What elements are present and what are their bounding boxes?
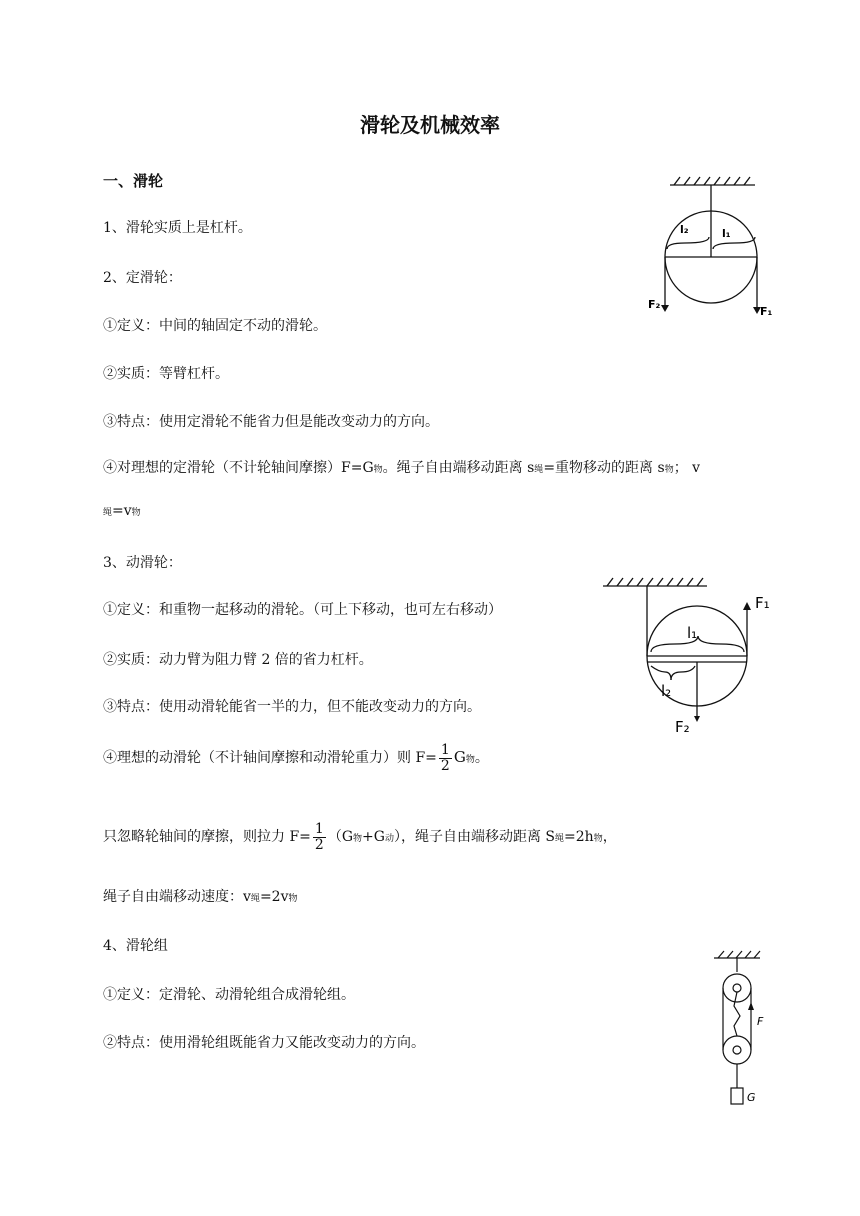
text-segment: （G <box>327 829 354 845</box>
denominator: 2 <box>314 836 324 853</box>
friction-formula-line <box>103 818 617 858</box>
text-segment: =2v <box>259 889 289 905</box>
page-title: 滑轮及机械效率 <box>360 113 500 137</box>
subscript: 物 <box>353 834 363 844</box>
text-segment: ； v <box>673 460 701 476</box>
label-f1: F₁ <box>760 305 773 318</box>
label-l1: l₁ <box>722 227 731 240</box>
subscript: 绳 <box>103 508 113 518</box>
rope-speed-line <box>103 888 298 908</box>
text-segment: 只忽略轮轴间的摩擦，则拉力 F= <box>103 829 311 845</box>
paragraph-pulley-essence: 1、滑轮实质上是杠杆。 <box>103 220 252 236</box>
text-segment: =重物移动的距离 s <box>543 460 665 476</box>
text-segment: ， <box>602 829 617 845</box>
fixed-pulley-diagram <box>640 175 780 320</box>
label-f1: F₁ <box>755 594 770 612</box>
text-segment: 绳子自由端移动速度：v <box>103 889 251 905</box>
movable-pulley-definition: ①定义：和重物一起移动的滑轮。（可上下移动，也可左右移动） <box>103 602 502 618</box>
subscript: 物 <box>288 894 298 904</box>
heading-pulley-group: 4、滑轮组 <box>103 938 168 954</box>
text-segment: ），绳子自由端移动距离 S <box>393 829 556 845</box>
label-f2: F₂ <box>675 718 690 736</box>
fixed-pulley-definition: ①定义：中间的轴固定不动的滑轮。 <box>103 318 327 334</box>
subscript: 绳 <box>250 894 260 904</box>
movable-pulley-essence: ②实质：动力臂为阻力臂 2 倍的省力杠杆。 <box>103 652 373 668</box>
pulley-group-diagram <box>700 948 780 1113</box>
subscript: 绳 <box>534 465 544 475</box>
text-segment: 。绳子自由端移动距离 s <box>382 460 535 476</box>
text-segment: =v <box>112 503 132 519</box>
denominator: 2 <box>440 757 450 774</box>
label-l2: l₂ <box>680 223 689 236</box>
fraction-one-half <box>439 743 452 774</box>
label-f: F <box>757 1015 764 1028</box>
section-heading-pulley: 一、滑轮 <box>103 172 164 190</box>
text-segment: ④理想的动滑轮（不计轴间摩擦和动滑轮重力）则 F= <box>103 750 437 766</box>
subscript: 物 <box>373 465 383 475</box>
movable-pulley-feature: ③特点：使用动滑轮能省一半的力，但不能改变动力的方向。 <box>103 699 481 715</box>
heading-fixed-pulley: 2、定滑轮： <box>103 270 182 286</box>
subscript: 动 <box>384 834 394 844</box>
numerator: 1 <box>440 741 450 758</box>
label-g: G <box>747 1091 756 1104</box>
subscript: 物 <box>131 508 141 518</box>
text-segment: =2h <box>564 829 594 845</box>
subscript: 物 <box>593 834 603 844</box>
text-segment: 。 <box>474 750 489 766</box>
text-segment: +G <box>362 829 385 845</box>
heading-movable-pulley: 3、动滑轮： <box>103 555 182 571</box>
subscript: 物 <box>465 755 475 765</box>
movable-pulley-diagram <box>595 568 785 738</box>
label-l1: l₁ <box>687 624 698 642</box>
subscript: 物 <box>664 465 674 475</box>
label-f2: F₂ <box>648 298 661 311</box>
subscript: 绳 <box>555 834 565 844</box>
text-segment: G <box>453 748 466 766</box>
pulley-group-feature: ②特点：使用滑轮组既能省力又能改变动力的方向。 <box>103 1035 425 1051</box>
text-segment: ④对理想的定滑轮（不计轮轴间摩擦）F=G <box>103 460 374 476</box>
fixed-pulley-ideal-line <box>103 459 700 479</box>
fixed-pulley-essence: ②实质：等臂杠杆。 <box>103 366 229 382</box>
fixed-pulley-feature: ③特点：使用定滑轮不能省力但是能改变动力的方向。 <box>103 414 439 430</box>
fixed-pulley-speed-line <box>103 502 141 522</box>
movable-pulley-ideal-line <box>103 740 489 777</box>
label-l2: l₂ <box>661 682 672 700</box>
numerator: 1 <box>314 820 324 837</box>
fraction-one-half <box>313 822 326 853</box>
pulley-group-definition: ①定义：定滑轮、动滑轮组合成滑轮组。 <box>103 987 355 1003</box>
